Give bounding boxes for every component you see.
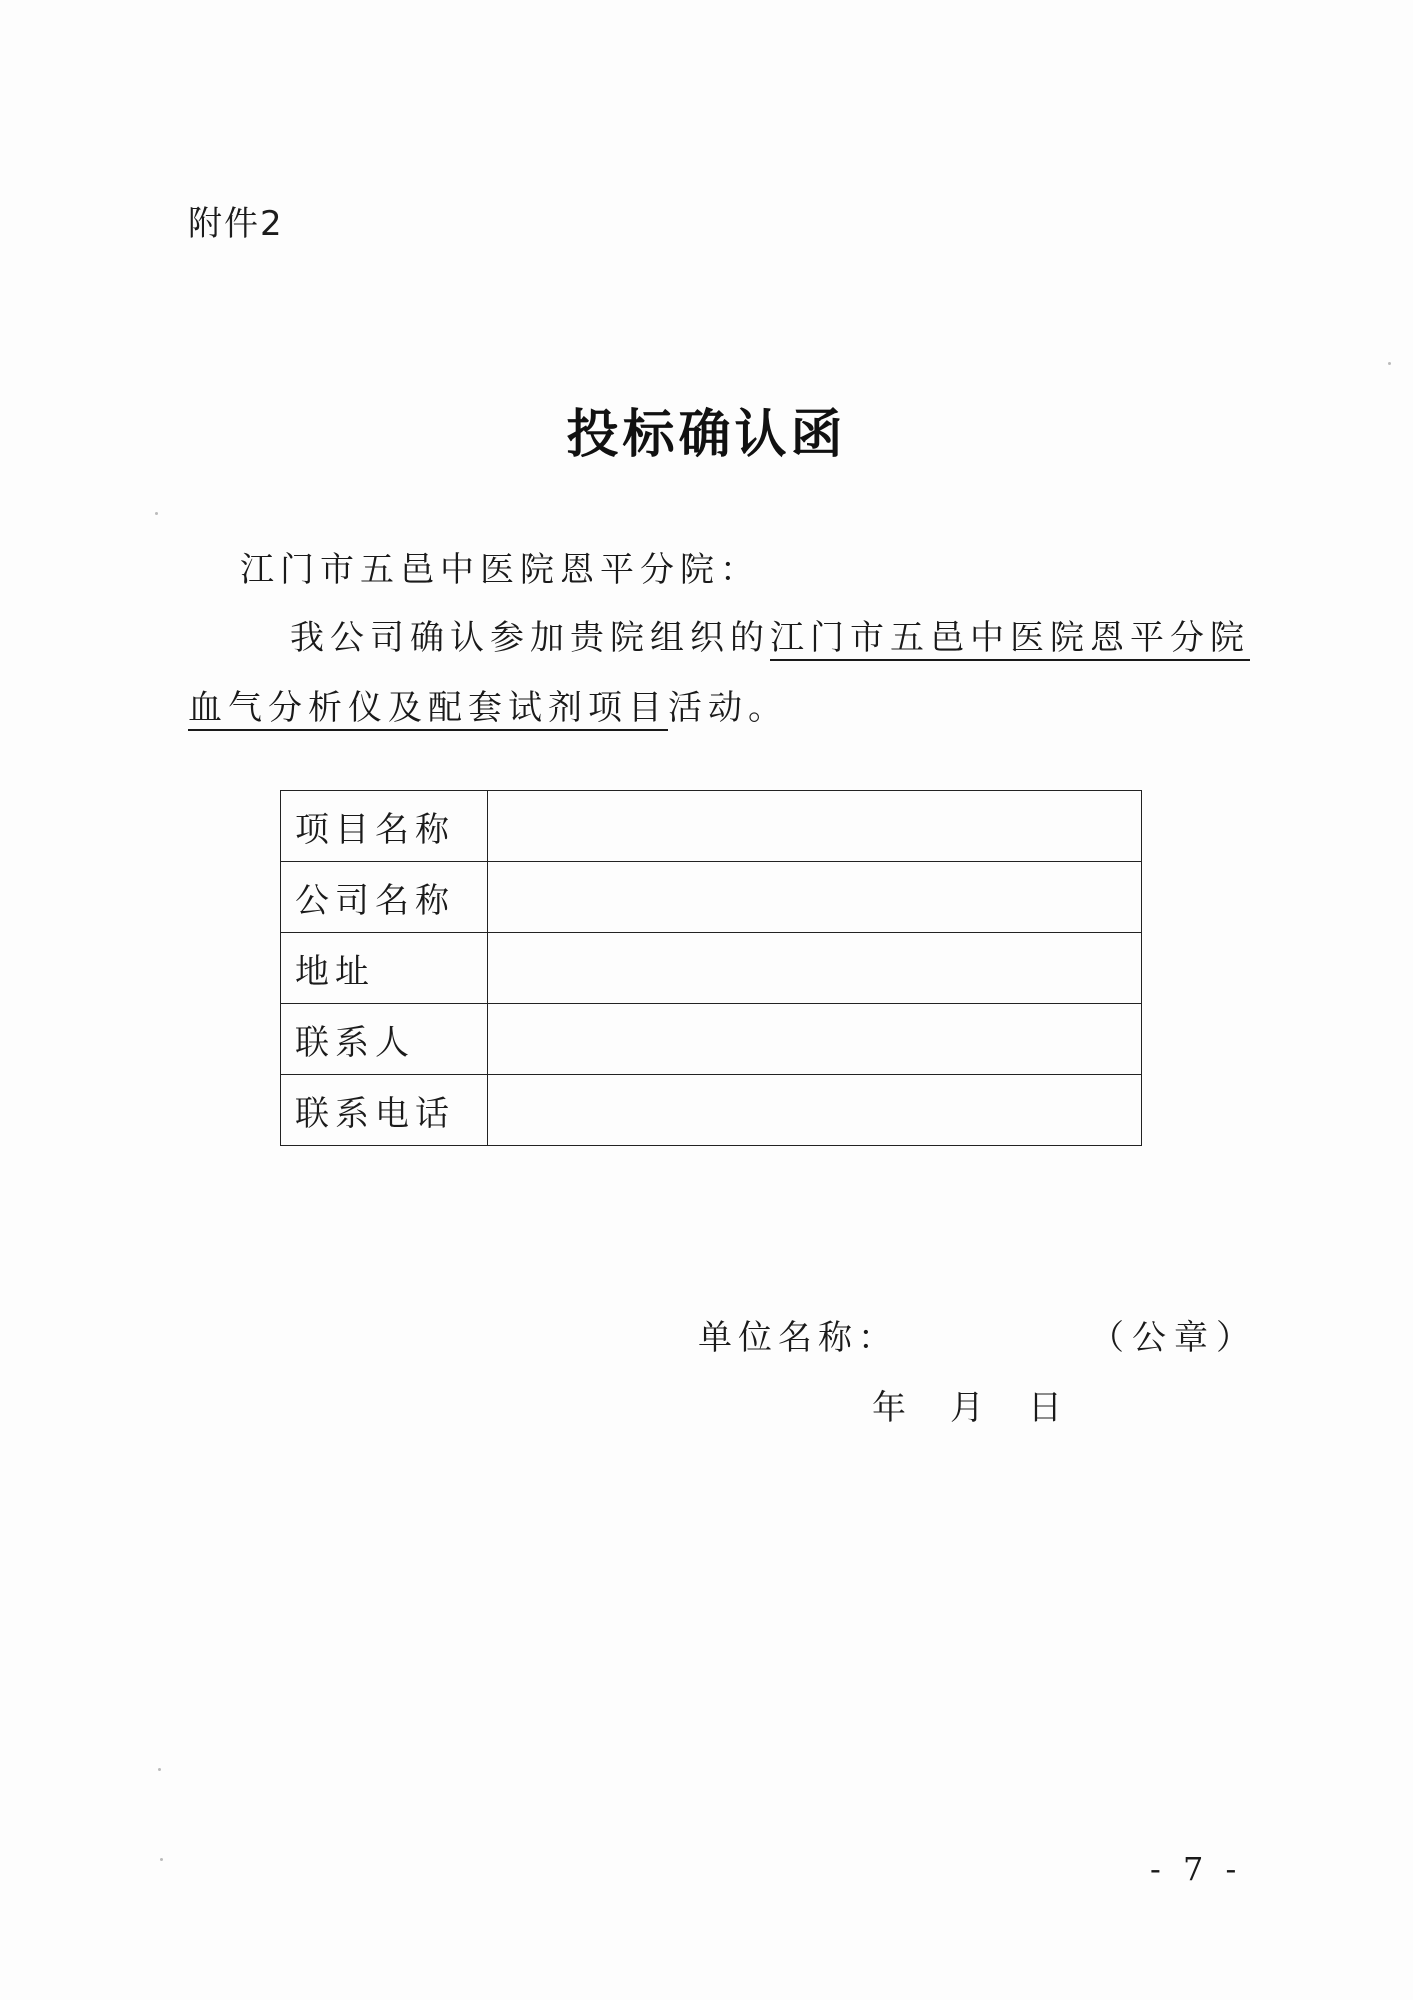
document-title: 投标确认函 xyxy=(566,404,847,465)
body-line-2-suffix: 活动。 xyxy=(668,688,788,728)
scan-speck xyxy=(158,1768,161,1771)
salutation: 江门市五邑中医院恩平分院： xyxy=(240,550,760,590)
scan-speck xyxy=(160,1858,163,1861)
row-value-field[interactable] xyxy=(488,933,1142,1004)
date-month-label: 月 xyxy=(950,1388,984,1428)
body-line-1 xyxy=(290,610,1250,659)
scan-speck xyxy=(155,512,158,515)
row-value-field[interactable] xyxy=(488,791,1142,862)
table-row xyxy=(281,1075,1142,1146)
table-row xyxy=(281,1004,1142,1075)
unit-name-label: 单位名称： xyxy=(698,1318,898,1358)
row-value-field[interactable] xyxy=(488,862,1142,933)
body-line-2-underlined: 血气分析仪及配套试剂项目 xyxy=(188,688,668,728)
row-label: 公司名称 xyxy=(281,862,488,933)
table-row xyxy=(281,933,1142,1004)
row-label: 联系人 xyxy=(281,1004,488,1075)
row-label: 地址 xyxy=(281,933,488,1004)
table-row xyxy=(281,862,1142,933)
date-line xyxy=(872,1380,1062,1429)
body-line-2 xyxy=(188,680,788,729)
date-day-label: 日 xyxy=(1028,1388,1062,1428)
row-label: 联系电话 xyxy=(281,1075,488,1146)
attachment-label: 附件2 xyxy=(188,204,284,244)
info-table xyxy=(280,790,1142,1146)
scan-speck xyxy=(1388,362,1391,365)
seal-note: （公章） xyxy=(1090,1318,1258,1358)
body-line-1-prefix: 我公司确认参加贵院组织的 xyxy=(290,618,770,658)
row-value-field[interactable] xyxy=(488,1004,1142,1075)
page-number: - 7 - xyxy=(1150,1850,1243,1888)
row-value-field[interactable] xyxy=(488,1075,1142,1146)
date-year-label: 年 xyxy=(872,1388,906,1428)
row-label: 项目名称 xyxy=(281,791,488,862)
table-row xyxy=(281,791,1142,862)
body-line-1-underlined: 江门市五邑中医院恩平分院 xyxy=(770,618,1250,658)
